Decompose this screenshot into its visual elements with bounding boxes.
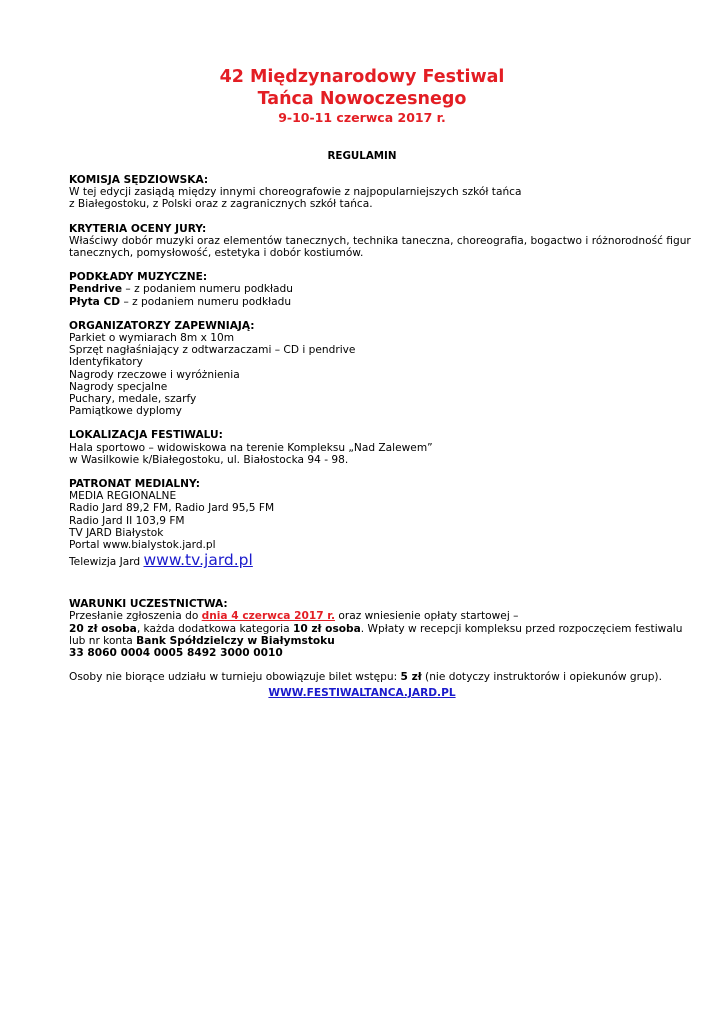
organizers-item: Parkiet o wymiarach 8m x 10m [69, 332, 235, 345]
criteria-title: KRYTERIA OCENY JURY: [69, 222, 207, 235]
ticket-line [69, 671, 669, 683]
jury-text-line: W tej edycji zasiądą między innymi choreografowie z najpopularniejszych szkół tańca [69, 186, 522, 199]
media-item: Radio Jard 89,2 FM, Radio Jard 95,5 FM [69, 502, 275, 515]
music-title: PODKŁADY MUZYCZNE: [69, 271, 208, 284]
conditions-section [69, 598, 683, 660]
organizers-title: ORGANIZATORZY ZAPEWNIAJĄ: [69, 319, 255, 332]
criteria-text-line: Właściwy dobór muzyki oraz elementów tanecznych, technika taneczna, choreografia, bogactwo i różnorodność figur [69, 234, 691, 247]
tv-prefix: Telewizja Jard [69, 556, 144, 569]
cd-text: – z podaniem numeru podkładu [120, 295, 292, 308]
organizers-item: Nagrody specjalne [69, 380, 168, 393]
media-item: Radio Jard II 103,9 FM [69, 514, 185, 527]
tv-line [69, 551, 669, 572]
conditions-text: lub nr konta [69, 634, 137, 647]
criteria-section [69, 222, 691, 260]
pendrive-label: Pendrive [69, 283, 123, 296]
organizers-item: Identyfikatory [69, 356, 143, 369]
festival-dates: 9-10-11 czerwca 2017 r. [278, 110, 446, 125]
tv-jard-link[interactable]: www.tv.jard.pl [143, 551, 253, 570]
fee-primary: 20 zł osoba [69, 622, 137, 635]
jury-text-line: z Białegostoku, z Polski oraz z zagranicznych szkół tańca. [69, 198, 373, 211]
pendrive-line [69, 283, 669, 295]
organizers-section [69, 320, 669, 418]
account-number: 33 8060 0004 0005 8492 3000 0010 [69, 647, 283, 660]
organizers-item: Pamiątkowe dyplomy [69, 405, 182, 418]
festival-title-line2: Tańca Nowoczesnego [257, 89, 467, 109]
bank-name: Bank Spółdzielczy w Białymstoku [136, 634, 335, 647]
conditions-line [69, 610, 669, 622]
conditions-line [69, 635, 669, 647]
location-text-line: Hala sportowo – widowiskowa na terenie Kompleksu „Nad Zalewem” [69, 441, 433, 454]
festival-website-link[interactable]: WWW.FESTIWALTANCA.JARD.PL [268, 687, 456, 699]
conditions-line [69, 622, 683, 635]
media-section [69, 478, 669, 572]
ticket-text: Osoby nie biorące udziału w turnieju obowiązuje bilet wstępu: [69, 671, 401, 684]
cd-line [69, 296, 669, 308]
festival-title-line1: 42 Międzynarodowy Festiwal [219, 67, 505, 87]
pendrive-text: – z podaniem numeru podkładu [122, 283, 293, 296]
cd-label: Płyta CD [69, 295, 121, 308]
location-section [69, 429, 669, 466]
conditions-text: oraz wniesienie opłaty startowej – [335, 610, 519, 623]
conditions-text: . Wpłaty w recepcji kompleksu przed rozpoczęciem festiwalu [360, 622, 683, 635]
media-item: TV JARD Białystok [69, 526, 164, 539]
location-text-line: w Wasilkowie k/Białegostoku, ul. Białostocka 94 - 98. [69, 453, 349, 466]
conditions-text: Przesłanie zgłoszenia do [69, 610, 202, 623]
ticket-price: 5 zł [400, 671, 422, 684]
jury-title: KOMISJA SĘDZIOWSKA: [69, 174, 209, 186]
organizers-item: Sprzęt nagłaśniający z odtwarzaczami – CD i pendrive [69, 344, 356, 357]
criteria-text-line: tanecznych, pomysłowość, estetyka i dobór kostiumów. [69, 247, 364, 260]
jury-section [69, 174, 669, 211]
ticket-text: (nie dotyczy instruktorów i opiekunów grup). [421, 671, 662, 684]
conditions-title: WARUNKI UCZESTNICTWA: [69, 598, 228, 611]
regulations-content [69, 174, 691, 696]
fee-additional: 10 zł osoba [292, 622, 361, 635]
media-item: Portal www.bialystok.jard.pl [69, 539, 216, 552]
ticket-section [69, 671, 669, 683]
media-item: MEDIA REGIONALNE [69, 490, 177, 503]
music-section [69, 271, 669, 308]
festival-header [0, 66, 724, 126]
location-title: LOKALIZACJA FESTIWALU: [69, 429, 223, 442]
organizers-item: Puchary, medale, szarfy [69, 393, 197, 406]
organizers-item: Nagrody rzeczowe i wyróżnienia [69, 368, 240, 381]
deadline-date: dnia 4 czerwca 2017 r. [201, 610, 335, 623]
conditions-text: , każda dodatkowa kategoria [136, 622, 293, 635]
media-title: PATRONAT MEDIALNY: [69, 478, 201, 491]
document-heading: REGULAMIN [327, 150, 397, 162]
